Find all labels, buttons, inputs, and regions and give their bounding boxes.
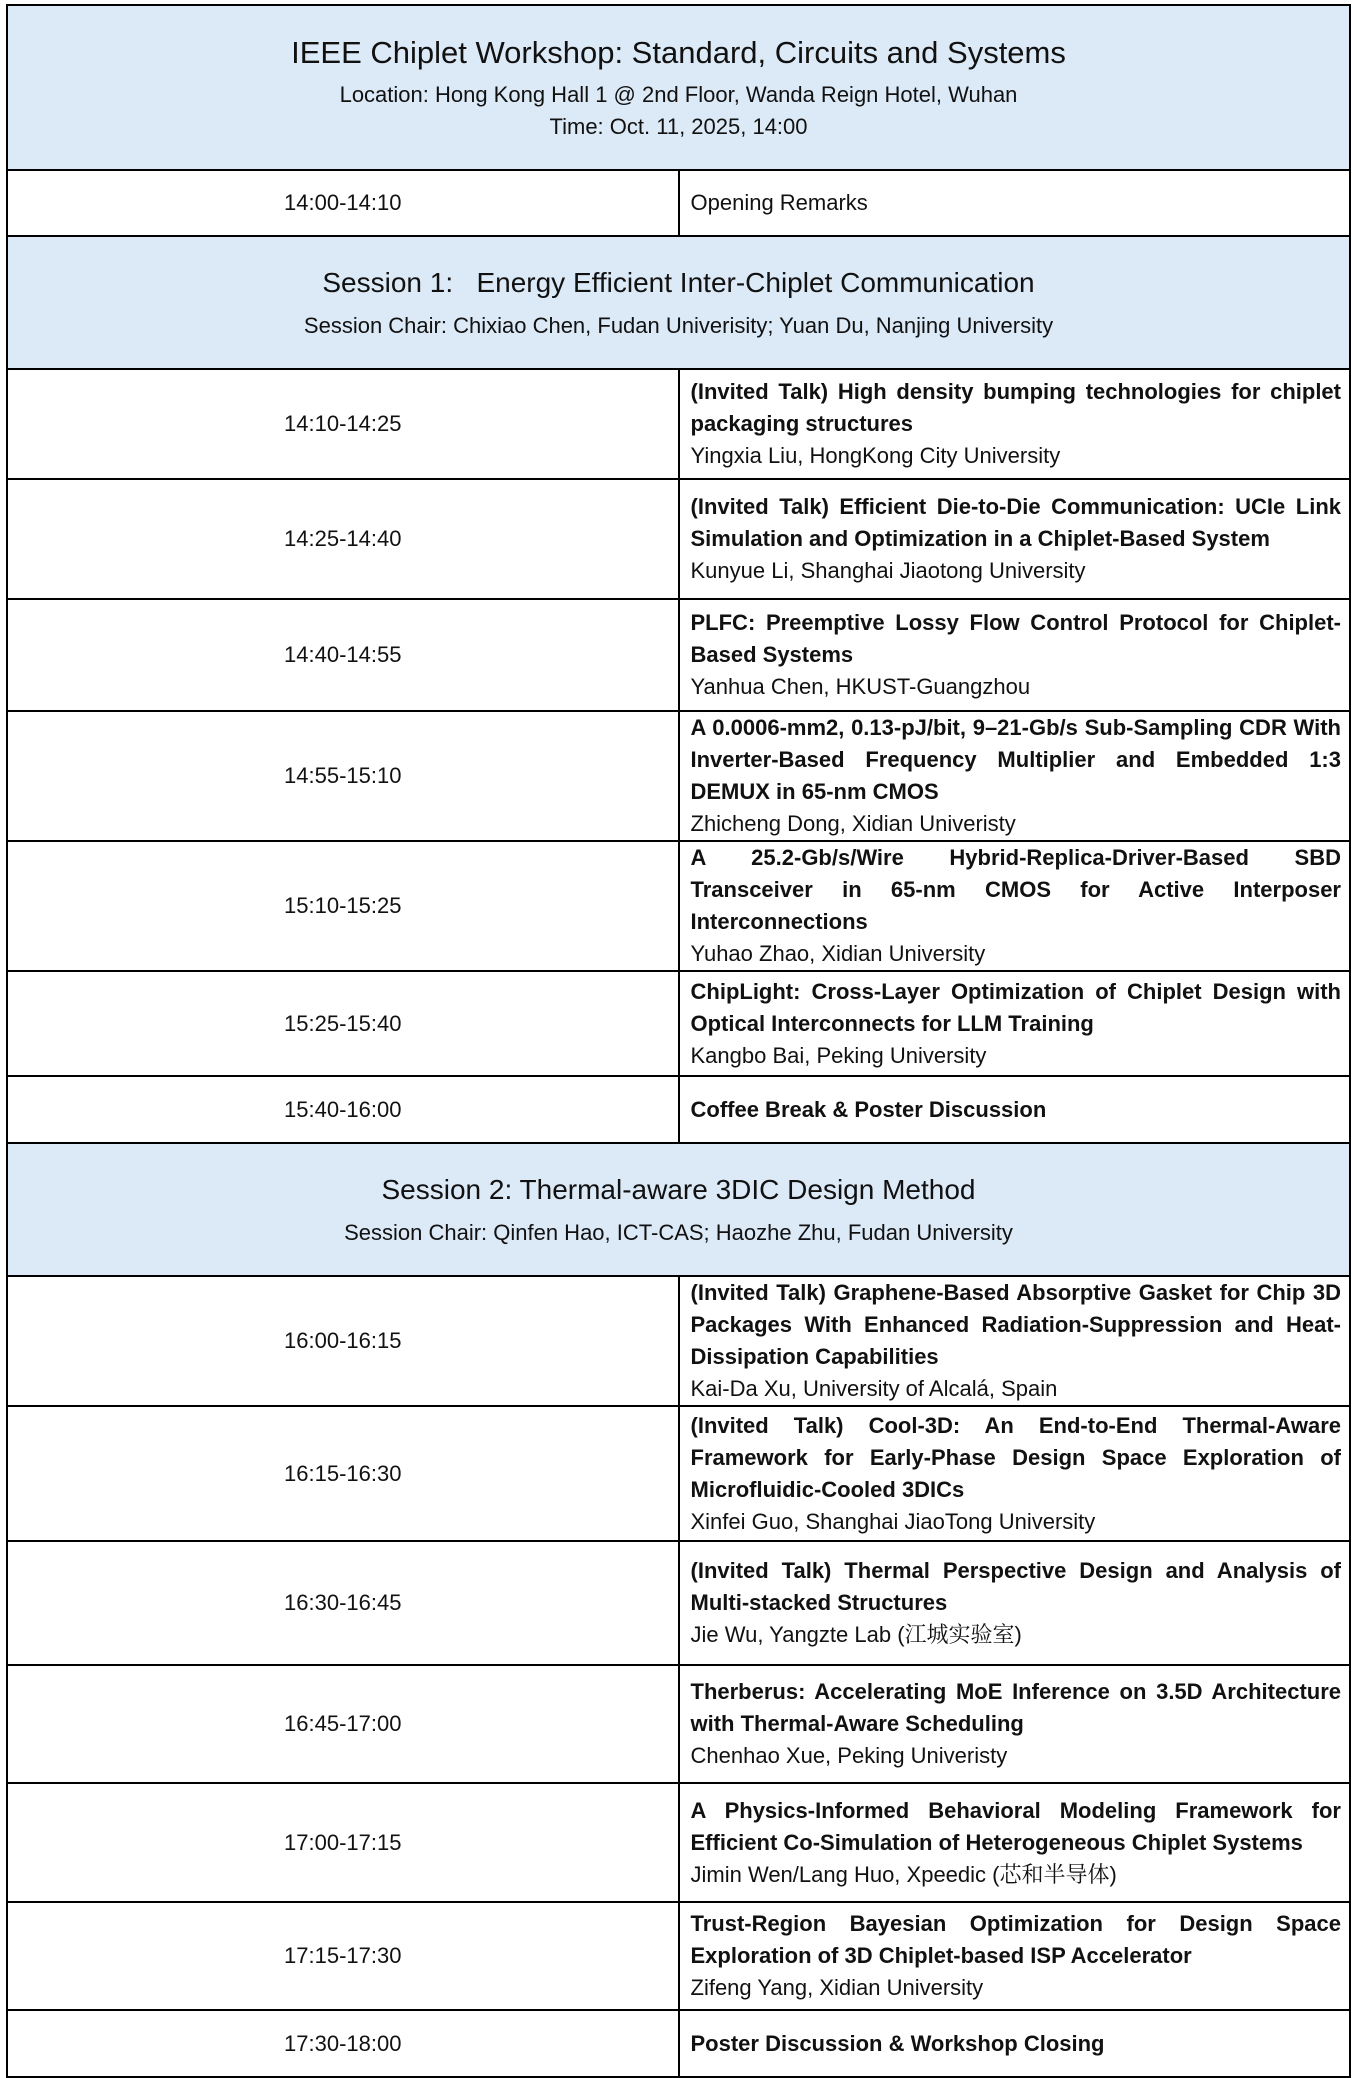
schedule-row-opening: [7, 170, 1350, 236]
talk-row: [7, 1902, 1350, 2010]
program-table-wrapper: [6, 4, 1351, 2078]
talk-speaker: Kunyue Li, Shanghai Jiaotong University: [690, 558, 1086, 583]
talk-title: (Invited Talk) Thermal Perspective Design and Analysis of Multi-stacked Structures: [690, 1558, 1341, 1615]
talk-row: [7, 369, 1350, 479]
time-slot: 16:30-16:45: [7, 1541, 679, 1665]
talk-title: (Invited Talk) High density bumping technologies for chiplet packaging structures: [690, 379, 1341, 436]
talk-row: [7, 599, 1350, 711]
talk-row: [7, 1541, 1350, 1665]
talk-title: (Invited Talk) Efficient Die-to-Die Communication: UCIe Link Simulation and Optimization in a Chiplet-Based System: [690, 494, 1341, 551]
program-table: [6, 4, 1351, 2078]
talk-cell: [679, 1665, 1351, 1783]
workshop-location: Location: Hong Kong Hall 1 @ 2nd Floor, Wanda Reign Hotel, Wuhan: [339, 81, 1018, 107]
talk-cell: [679, 1902, 1351, 2010]
talk-cell: [679, 1541, 1351, 1665]
session2-title: Session 2: Thermal-aware 3DIC Design Method: [381, 1173, 976, 1205]
talk-cell: [679, 971, 1351, 1076]
time-slot: 15:25-15:40: [7, 971, 679, 1076]
talk-speaker: Chenhao Xue, Peking Univeristy: [690, 1743, 1008, 1768]
workshop-time: Time: Oct. 11, 2025, 14:00: [549, 113, 808, 139]
time-slot: 17:00-17:15: [7, 1783, 679, 1902]
workshop-title: IEEE Chiplet Workshop: Standard, Circuits and Systems: [291, 34, 1066, 70]
talk-speaker: Yuhao Zhao, Xidian University: [690, 941, 986, 966]
coffee-break: Coffee Break & Poster Discussion: [679, 1076, 1351, 1143]
time-slot: 14:00-14:10: [7, 170, 679, 236]
talk-title: A 25.2-Gb/s/Wire Hybrid-Replica-Driver-Based SBD Transceiver in 65-nm CMOS for Active Interposer Interconnections: [690, 845, 1341, 934]
workshop-closing: Poster Discussion & Workshop Closing: [679, 2010, 1351, 2077]
time-slot: 14:10-14:25: [7, 369, 679, 479]
workshop-header: [7, 5, 1350, 170]
talk-speaker: Xinfei Guo, Shanghai JiaoTong University: [690, 1508, 1096, 1534]
talk-cell: [679, 1276, 1351, 1406]
time-slot: 16:00-16:15: [7, 1276, 679, 1406]
talk-cell: [679, 841, 1351, 971]
talk-cell: [679, 711, 1351, 841]
talk-speaker: Yingxia Liu, HongKong City University: [690, 443, 1061, 468]
talk-row: [7, 1665, 1350, 1783]
time-slot: 14:40-14:55: [7, 599, 679, 711]
talk-title: (Invited Talk) Graphene-Based Absorptive Gasket for Chip 3D Packages With Enhanced Radiation-Suppression and Heat-Dissipation Capabilities: [690, 1280, 1341, 1369]
time-slot: 15:40-16:00: [7, 1076, 679, 1143]
session2-chair: Session Chair: Qinfen Hao, ICT-CAS; Haozhe Zhu, Fudan University: [344, 1219, 1013, 1245]
talk-title: Trust-Region Bayesian Optimization for Design Space Exploration of 3D Chiplet-based ISP Accelerator: [690, 1911, 1341, 1968]
talk-speaker: Zhicheng Dong, Xidian Univeristy: [690, 811, 1016, 836]
schedule-row-closing: [7, 2010, 1350, 2077]
talk-row: [7, 1406, 1350, 1541]
talk-cell: [679, 369, 1351, 479]
session2-header: [7, 1143, 1350, 1276]
time-slot: 14:25-14:40: [7, 479, 679, 599]
talk-speaker: Yanhua Chen, HKUST-Guangzhou: [690, 674, 1031, 699]
talk-cell: [679, 1406, 1351, 1541]
talk-speaker: Jimin Wen/Lang Huo, Xpeedic (芯和半导体): [690, 1861, 1117, 1887]
talk-title: ChipLight: Cross-Layer Optimization of Chiplet Design with Optical Interconnects for LLM Training: [690, 978, 1341, 1036]
talk-row: [7, 711, 1350, 841]
session1-header-row: [7, 236, 1350, 369]
talk-row: [7, 1276, 1350, 1406]
time-slot: 17:30-18:00: [7, 2010, 679, 2077]
talk-cell: [679, 1783, 1351, 1902]
session1-chair: Session Chair: Chixiao Chen, Fudan Univerisity; Yuan Du, Nanjing University: [303, 312, 1054, 338]
talk-title: A Physics-Informed Behavioral Modeling Framework for Efficient Co-Simulation of Heterogeneous Chiplet Systems: [690, 1797, 1341, 1855]
workshop-header-row: [7, 5, 1350, 170]
talk-title: Therberus: Accelerating MoE Inference on 3.5D Architecture with Thermal-Aware Scheduling: [690, 1679, 1341, 1736]
talk-title: PLFC: Preemptive Lossy Flow Control Protocol for Chiplet-Based Systems: [690, 610, 1341, 667]
talk-row: [7, 479, 1350, 599]
time-slot: 16:15-16:30: [7, 1406, 679, 1541]
talk-row: [7, 1783, 1350, 1902]
time-slot: 17:15-17:30: [7, 1902, 679, 2010]
talk-speaker: Jie Wu, Yangzte Lab (江城实验室): [690, 1622, 1022, 1647]
talk-row: [7, 971, 1350, 1076]
time-slot: 14:55-15:10: [7, 711, 679, 841]
talk-cell: [679, 479, 1351, 599]
time-slot: 15:10-15:25: [7, 841, 679, 971]
talk-title: A 0.0006-mm2, 0.13-pJ/bit, 9–21-Gb/s Sub-Sampling CDR With Inverter-Based Frequency Multiplier and Embedded 1:3 DEMUX in 65-nm CMOS: [690, 715, 1341, 804]
schedule-row-coffee: [7, 1076, 1350, 1143]
time-slot: 16:45-17:00: [7, 1665, 679, 1783]
opening-remarks: Opening Remarks: [679, 170, 1351, 236]
talk-speaker: Zifeng Yang, Xidian University: [690, 1975, 984, 2000]
session2-header-row: [7, 1143, 1350, 1276]
session1-title: Session 1: Energy Efficient Inter-Chiplet Communication: [322, 266, 1035, 298]
talk-cell: [679, 599, 1351, 711]
talk-speaker: Kai-Da Xu, University of Alcalá, Spain: [690, 1376, 1058, 1401]
session1-header: [7, 236, 1350, 369]
talk-speaker: Kangbo Bai, Peking University: [690, 1042, 987, 1068]
talk-row: [7, 841, 1350, 971]
talk-title: (Invited Talk) Cool-3D: An End-to-End Thermal-Aware Framework for Early-Phase Design Space Exploration of Microfluidic-Cooled 3DICs: [690, 1412, 1341, 1502]
